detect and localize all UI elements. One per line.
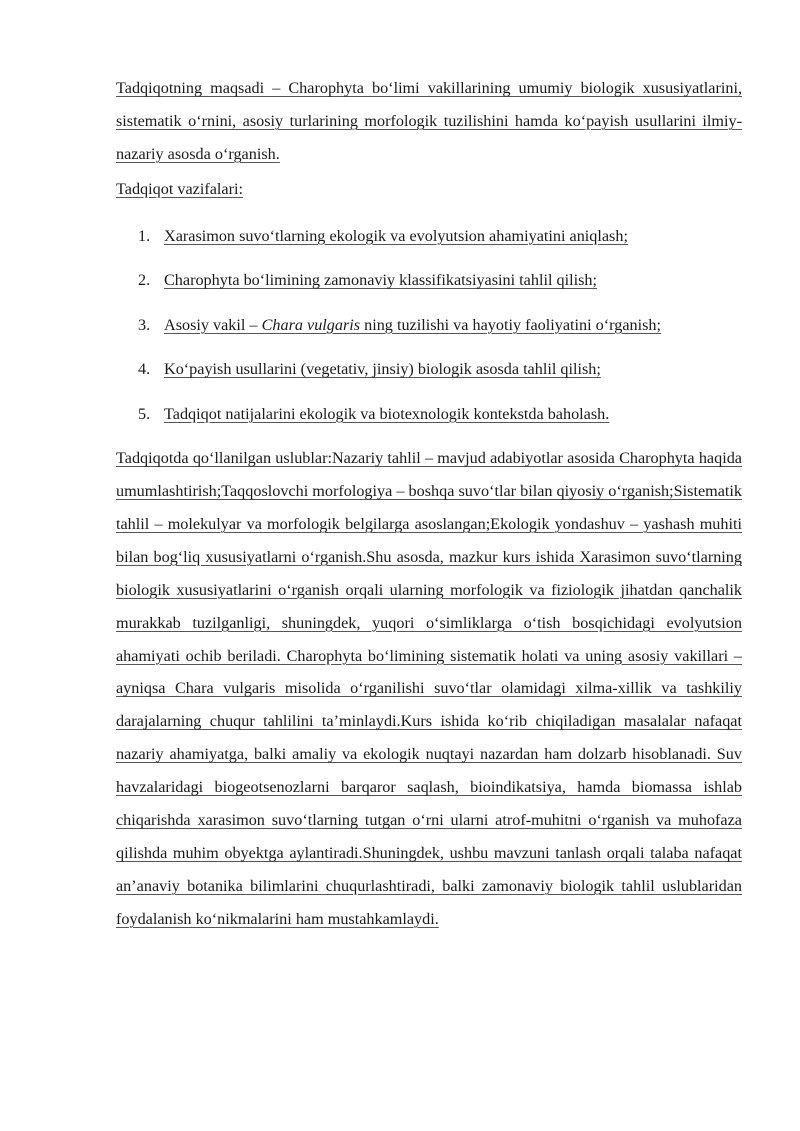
- task-text: Charophyta bo‘limining zamonaviy klassifikatsiyasini tahlil qilish;: [164, 271, 597, 290]
- methods-paragraph: Tadqiqotda qo‘llanilgan uslublar:Nazariy tahlil – mavjud adabiyotlar asosida Charophyta haqida umumlashtirish;Taqqoslovchi morfologiya – boshqa suvo‘tlar bilan qiyosiy o‘rganish;Sistematik tahlil – molekulyar va morfologik belgilarga asoslangan;Ekologik yondashuv – yashash muhiti bilan bog‘liq xususiyatlarni o‘rganish.Shu asosda, mazkur kurs ishida Xarasimon suvo‘tlarning biologik xususiyatlarini o‘rganish orqali ularning morfologik va fiziologik jihatdan qanchalik murakkab tuzilganligi, shuningdek, yuqori o‘simliklarga o‘tish bosqichidagi evolyutsion ahamiyati ochib beriladi. Charophyta bo‘limining sistematik holati va uning asosiy vakillari – ayniqsa Chara vulgaris misolida o‘rganilishi suvo‘tlar olamidagi xilma-xillik va tashkiliy darajalarning chuqur tahlilini ta’minlaydi.Kurs ishida ko‘rib chiqiladigan masalalar nafaqat nazariy ahamiyatga, balki amaliy va ekologik nuqtayi nazardan ham dolzarb hisoblanadi. Suv havzalaridagi biogeotsenozlarni barqaror saqlash, bioindikatsiya, hamda biomassa ishlab chiqarishda xarasimon suvo‘tlarning tutgan o‘rni ularni atrof-muhitni o‘rganish va muhofaza qilishda muhim obyektga aylantiradi.Shuningdek, ushbu mavzuni tanlash orqali talaba nafaqat an’anaviy botanika bilimlarini chuqurlashtiradi, balki zamonaviy biologik tahlil uslublaridan foydalanish ko‘nikmalarini ham mustahkamlaydi.: [116, 449, 742, 928]
- research-aim-paragraph: Tadqiqotning maqsadi – Charophyta bo‘limi vakillarining umumiy biologik xususiyatlarini, sistematik o‘rnini, asosiy turlarining morfologik tuzilishini hamda ko‘payish usullarini ilmiy-nazariy asosda o‘rganish.: [116, 79, 742, 163]
- task-text: [164, 303, 661, 348]
- task-item-4: [116, 347, 742, 392]
- task-number: 3.: [138, 315, 151, 334]
- task-item-1: [116, 214, 742, 259]
- tasks-list: [116, 214, 742, 437]
- task-item-3: [116, 303, 742, 348]
- task-item-2: [116, 258, 742, 303]
- task-item-5: [116, 392, 742, 437]
- task-number: 2.: [138, 271, 151, 290]
- tasks-heading: Tadqiqot vazifalari:: [116, 179, 243, 198]
- task-text: Ko‘payish usullarini (vegetativ, jinsiy) biologik asosda tahlil qilish;: [164, 360, 601, 379]
- task-number: 4.: [138, 360, 151, 379]
- document-page: [116, 72, 742, 936]
- task-text-suffix: ning tuzilishi va hayotiy faoliyatini o‘rganish;: [360, 315, 662, 334]
- task-number: 5.: [138, 404, 151, 423]
- task-text: Xarasimon suvo‘tlarning ekologik va evolyutsion ahamiyatini aniqlash;: [164, 226, 628, 245]
- task-text-prefix: Asosiy vakil –: [164, 315, 262, 334]
- species-name: Chara vulgaris: [261, 315, 361, 334]
- task-number: 1.: [138, 226, 151, 245]
- task-text: Tadqiqot natijalarini ekologik va biotexnologik kontekstda baholash.: [164, 404, 610, 423]
